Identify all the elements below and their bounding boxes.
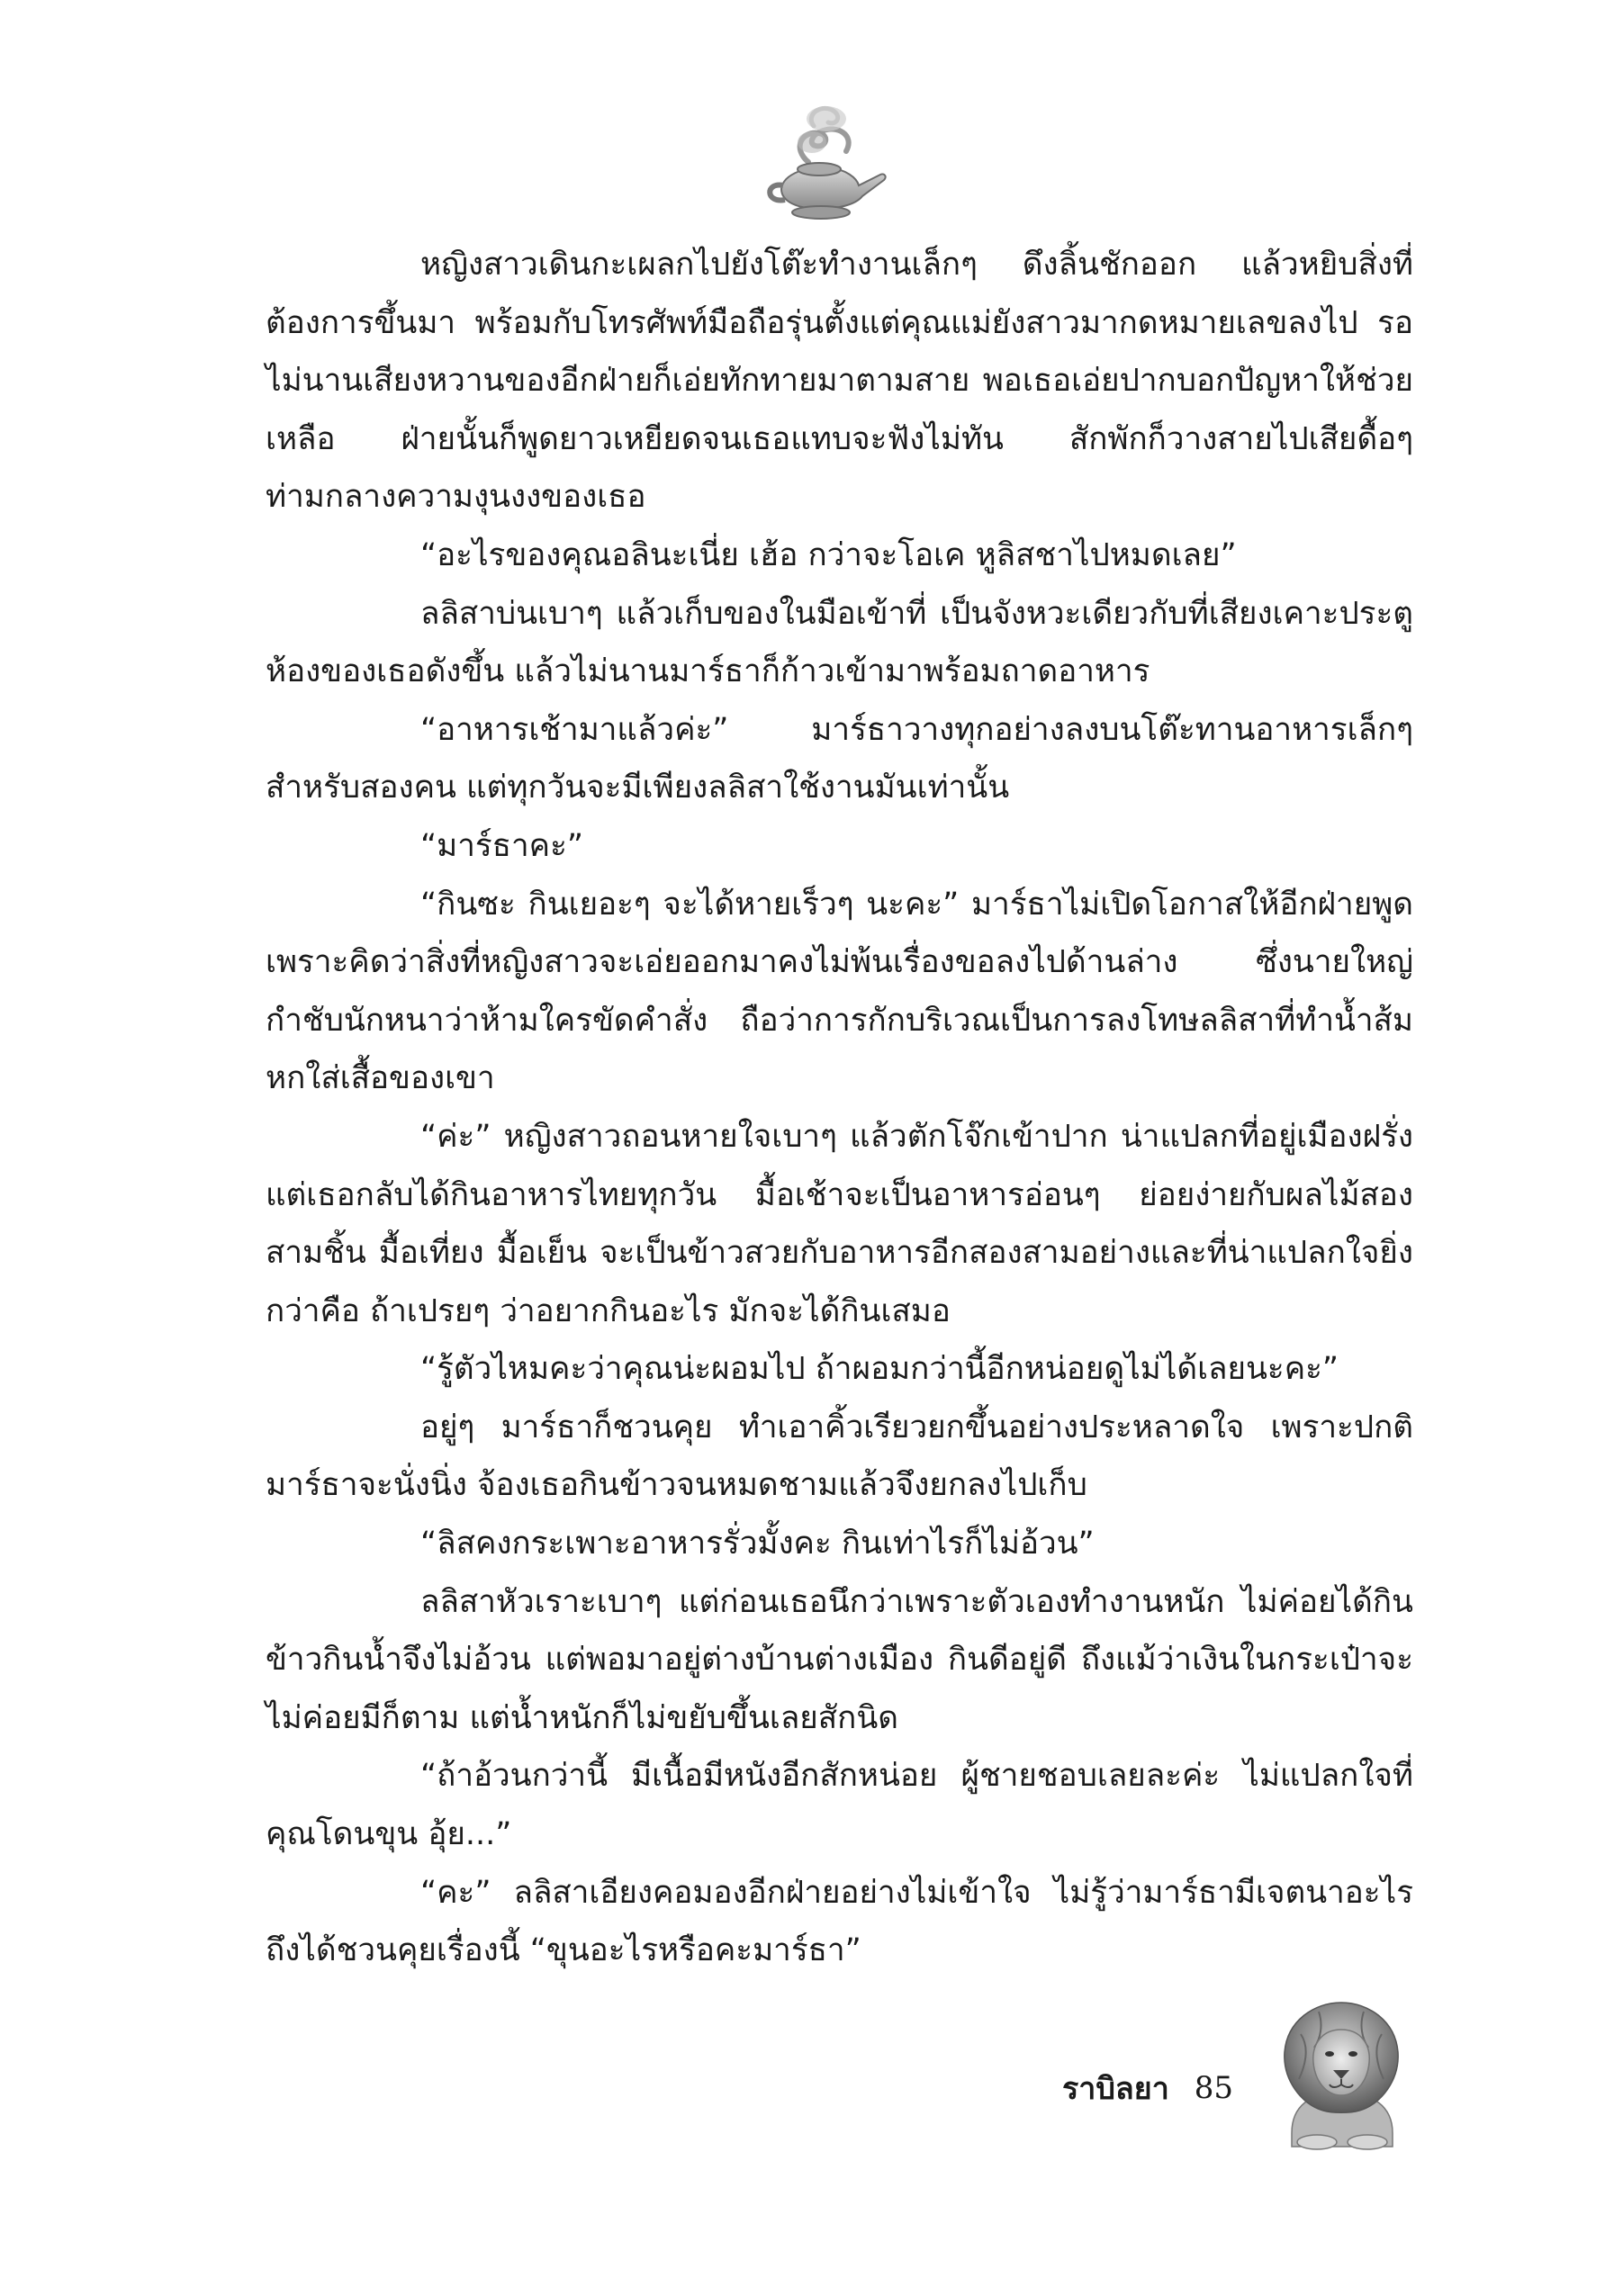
paragraph: อยู่ๆ มาร์ธาก็ชวนคุย ทำเอาคิ้วเรียวยกขึ้นอย่างประหลาดใจ เพราะปกติมาร์ธาจะนั่งนิ่ง จ้องเธอกินข้าวจนหมดชามแล้วจึงยกลงไปเก็บ [266,1409,1413,1504]
book-title: ราบิลยา [1062,2071,1169,2107]
paragraph: “กินซะ กินเยอะๆ จะได้หายเร็วๆ นะคะ” มาร์ธาไม่เปิดโอกาสให้อีกฝ่ายพูด เพราะคิดว่าสิ่งที่หญิงสาวจะเอ่ยออกมาคงไม่พ้นเรื่องขอลงไปด้านล่าง ซึ่งนายใหญ่กำชับนักหนาว่าห้ามใครขัดคำสั่ง ถือว่าการกักบริเวณเป็นการลงโทษลลิสาที่ทำน้ำส้มหกใส่เสื้อของเขา [266,886,1413,1097]
paragraph: ลลิสาหัวเราะเบาๆ แต่ก่อนเธอนึกว่าเพราะตัวเองทำงานหนัก ไม่ค่อยได้กินข้าวกินน้ำจึงไม่อ้วน แต่พอมาอยู่ต่างบ้านต่างเมือง กินดีอยู่ดี ถึงแม้ว่าเงินในกระเป๋าจะไม่ค่อยมีก็ตาม แต่น้ำหนักก็ไม่ขยับขึ้นเลยสักนิด [266,1583,1413,1736]
paragraph: “คะ” ลลิสาเอียงคอมองอีกฝ่ายอย่างไม่เข้าใจ ไม่รู้ว่ามาร์ธามีเจตนาอะไรถึงได้ชวนคุยเรื่องนี้ “ขุนอะไรหรือคะมาร์ธา” [266,1874,1413,1969]
paragraph: ลลิสาบ่นเบาๆ แล้วเก็บของในมือเข้าที่ เป็นจังหวะเดียวกับที่เสียงเคาะประตูห้องของเธอดังขึ้น แล้วไม่นานมาร์ธาก็ก้าวเข้ามาพร้อมถาดอาหาร [266,595,1413,690]
page-number: 85 [1194,2070,1234,2106]
paragraph: “ลิสคงกระเพาะอาหารรั่วมั้งคะ กินเท่าไรก็ไม่อ้วน” [420,1526,1095,1562]
paragraph: “รู้ตัวไหมคะว่าคุณน่ะผอมไป ถ้าผอมกว่านี้อีกหน่อยดูไม่ได้เลยนะคะ” [420,1351,1339,1388]
magic-lamp-icon [756,99,891,225]
paragraph: “มาร์ธาคะ” [420,827,584,864]
paragraph: “อะไรของคุณอลินะเนี่ย เฮ้อ กว่าจะโอเค หูลิสชาไปหมดเลย” [420,536,1237,573]
lion-icon [1274,1998,1409,2151]
paragraph: “ถ้าอ้วนกว่านี้ มีเนื้อมีหนังอีกสักหน่อย ผู้ชายชอบเลยละค่ะ ไม่แปลกใจที่คุณโดนขุน อุ้ย...” [266,1758,1413,1853]
paragraph: หญิงสาวเดินกะเผลกไปยังโต๊ะทำงานเล็กๆ ดึงลิ้นชักออก แล้วหยิบสิ่งที่ต้องการขึ้นมา พร้อมกับโทรศัพท์มือถือรุ่นตั้งแต่คุณแม่ยังสาวมากดหมายเลขลงไป รอไม่นานเสียงหวานของอีกฝ่ายก็เอ่ยทักทายมาตามสาย พอเธอเอ่ยปากบอกปัญหาให้ช่วยเหลือ ฝ่ายนั้นก็พูดยาวเหยียดจนเธอแทบจะฟังไม่ทัน สักพักก็วางสายไปเสียดื้อๆ ท่ามกลางความงุนงงของเธอ [266,247,1413,516]
body-text [266,236,1413,1980]
paragraph: “อาหารเช้ามาแล้วค่ะ” มาร์ธาวางทุกอย่างลงบนโต๊ะทานอาหารเล็กๆ สำหรับสองคน แต่ทุกวันจะมีเพียงลลิสาใช้งานมันเท่านั้น [266,711,1413,806]
paragraph: “ค่ะ” หญิงสาวถอนหายใจเบาๆ แล้วตักโจ๊กเข้าปาก น่าแปลกที่อยู่เมืองฝรั่ง แต่เธอกลับได้กินอาหารไทยทุกวัน มื้อเช้าจะเป็นอาหารอ่อนๆ ย่อยง่ายกับผลไม้สองสามชิ้น มื้อเที่ยง มื้อเย็น จะเป็นข้าวสวยกับอาหารอีกสองสามอย่างและที่น่าแปลกใจยิ่งกว่าคือ ถ้าเปรยๆ ว่าอยากกินอะไร มักจะได้กินเสมอ [266,1118,1413,1329]
page-footer [1062,2061,1269,2115]
